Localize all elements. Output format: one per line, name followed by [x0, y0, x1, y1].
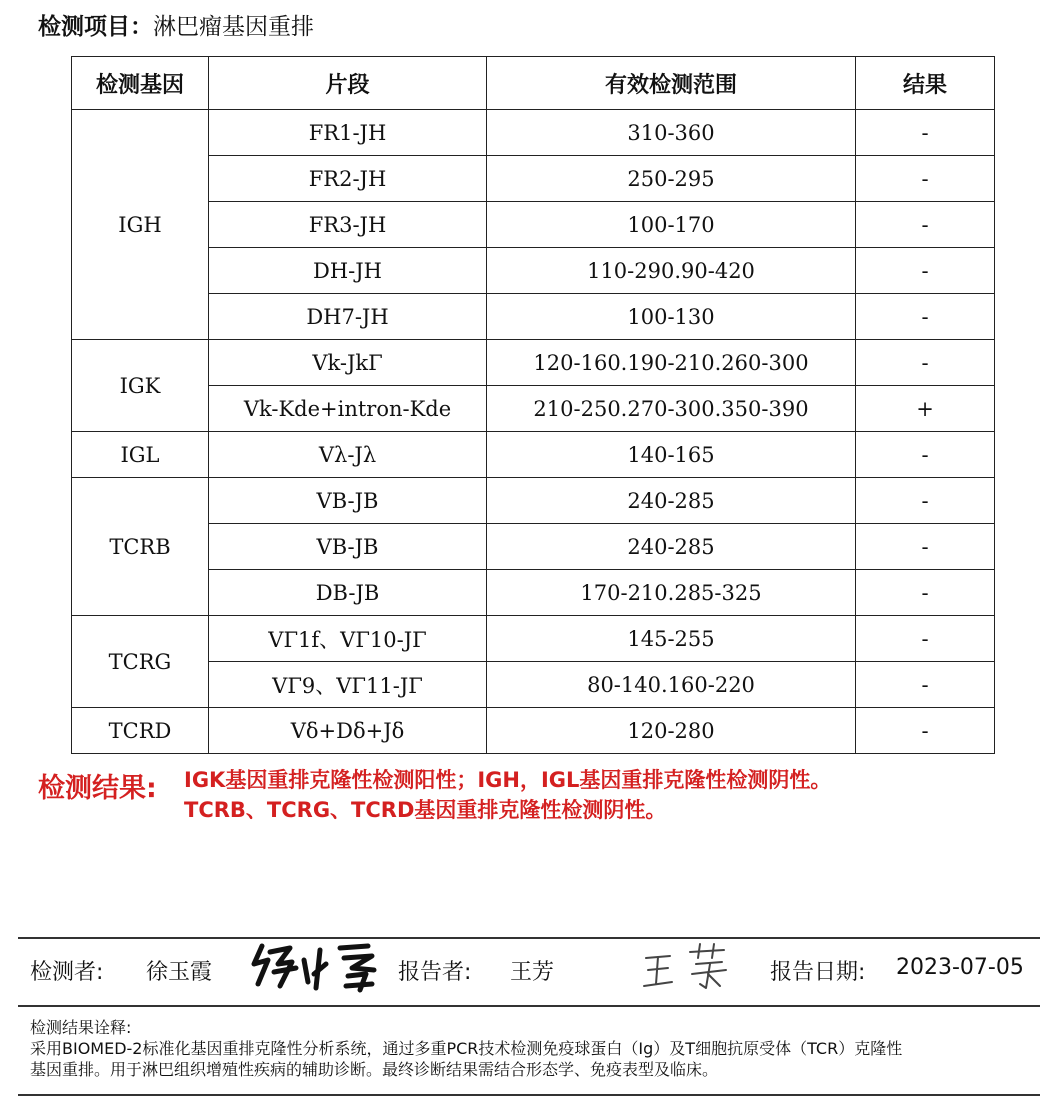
result-cell: -	[856, 248, 995, 294]
table-row	[72, 386, 995, 432]
gene-cell: IGH	[72, 110, 209, 340]
header-range: 有效检测范围	[487, 57, 856, 110]
result-cell: -	[856, 294, 995, 340]
table-header-row	[72, 57, 995, 110]
conclusion-label: 检测结果:	[38, 773, 157, 804]
segment-cell: Vλ-Jλ	[209, 432, 487, 478]
result-cell: -	[856, 340, 995, 386]
table-row	[72, 110, 995, 156]
report-date-label: 报告日期:	[770, 960, 866, 985]
segment-cell: DH7-JH	[209, 294, 487, 340]
conclusion-line-2: TCRB、TCRG、TCRD基因重排克隆性检测阴性。	[184, 798, 667, 822]
tester-label: 检测者:	[30, 960, 104, 985]
report-title	[38, 8, 314, 41]
title-label: 检测项目：	[38, 14, 153, 40]
range-cell: 210-250.270-300.350-390	[487, 386, 856, 432]
segment-cell: VΓ9、VΓ11-JΓ	[209, 662, 487, 708]
segment-cell: Vk-Kde+intron-Kde	[209, 386, 487, 432]
footer-divider	[18, 1094, 1040, 1096]
conclusion-line-1: IGK基因重排克隆性检测阳性；IGH，IGL基因重排克隆性检测阴性。	[184, 768, 832, 792]
table-row	[72, 478, 995, 524]
header-result: 结果	[856, 57, 995, 110]
segment-cell: DH-JH	[209, 248, 487, 294]
result-cell: -	[856, 662, 995, 708]
table-body	[72, 110, 995, 754]
result-cell: -	[856, 524, 995, 570]
range-cell: 240-285	[487, 478, 856, 524]
segment-cell: Vδ+Dδ+Jδ	[209, 708, 487, 754]
table-row	[72, 708, 995, 754]
result-cell: -	[856, 616, 995, 662]
reporter-signature-image	[640, 940, 732, 992]
result-cell: -	[856, 570, 995, 616]
reporter-name: 王芳	[510, 960, 555, 985]
range-cell: 120-280	[487, 708, 856, 754]
segment-cell: Vk-JkΓ	[209, 340, 487, 386]
gene-cell: IGL	[72, 432, 209, 478]
range-cell: 100-170	[487, 202, 856, 248]
range-cell: 250-295	[487, 156, 856, 202]
range-cell: 140-165	[487, 432, 856, 478]
range-cell: 310-360	[487, 110, 856, 156]
segment-cell: FR2-JH	[209, 156, 487, 202]
table-row	[72, 432, 995, 478]
segment-cell: FR1-JH	[209, 110, 487, 156]
signature-bottom-divider	[18, 1005, 1040, 1007]
segment-cell: VΓ1f、VΓ10-JΓ	[209, 616, 487, 662]
table-row	[72, 662, 995, 708]
table-row	[72, 340, 995, 386]
tester-name: 徐玉霞	[146, 960, 213, 985]
gene-cell: IGK	[72, 340, 209, 432]
table-row	[72, 616, 995, 662]
table-row	[72, 248, 995, 294]
tester-signature-image	[248, 938, 380, 996]
header-segment: 片段	[209, 57, 487, 110]
range-cell: 240-285	[487, 524, 856, 570]
result-cell: -	[856, 156, 995, 202]
note-heading: 检测结果诠释:	[30, 1018, 132, 1037]
table-row	[72, 202, 995, 248]
result-cell: -	[856, 432, 995, 478]
table-row	[72, 524, 995, 570]
title-value: 淋巴瘤基因重排	[153, 14, 314, 40]
segment-cell: VB-JB	[209, 478, 487, 524]
range-cell: 80-140.160-220	[487, 662, 856, 708]
note-line-2: 基因重排。用于淋巴组织增殖性疾病的辅助诊断。最终诊断结果需结合形态学、免疫表型及临床。	[30, 1060, 719, 1079]
range-cell: 145-255	[487, 616, 856, 662]
range-cell: 170-210.285-325	[487, 570, 856, 616]
result-cell: -	[856, 478, 995, 524]
gene-cell: TCRG	[72, 616, 209, 708]
table-row	[72, 570, 995, 616]
result-cell: -	[856, 202, 995, 248]
report-date-value: 2023-07-05	[896, 955, 1024, 980]
result-cell: -	[856, 110, 995, 156]
signature-top-divider	[18, 937, 1040, 939]
table-row	[72, 156, 995, 202]
range-cell: 100-130	[487, 294, 856, 340]
result-cell: +	[856, 386, 995, 432]
range-cell: 120-160.190-210.260-300	[487, 340, 856, 386]
results-table	[71, 56, 995, 754]
segment-cell: FR3-JH	[209, 202, 487, 248]
table-row	[72, 294, 995, 340]
note-line-1: 采用BIOMED-2标准化基因重排克隆性分析系统，通过多重PCR技术检测免疫球蛋白（Ig）及T细胞抗原受体（TCR）克隆性	[30, 1039, 903, 1058]
range-cell: 110-290.90-420	[487, 248, 856, 294]
interpretation-note	[30, 1017, 1045, 1080]
segment-cell: VB-JB	[209, 524, 487, 570]
header-gene: 检测基因	[72, 57, 209, 110]
segment-cell: DB-JB	[209, 570, 487, 616]
reporter-label: 报告者:	[398, 960, 472, 985]
gene-cell: TCRB	[72, 478, 209, 616]
result-cell: -	[856, 708, 995, 754]
gene-cell: TCRD	[72, 708, 209, 754]
